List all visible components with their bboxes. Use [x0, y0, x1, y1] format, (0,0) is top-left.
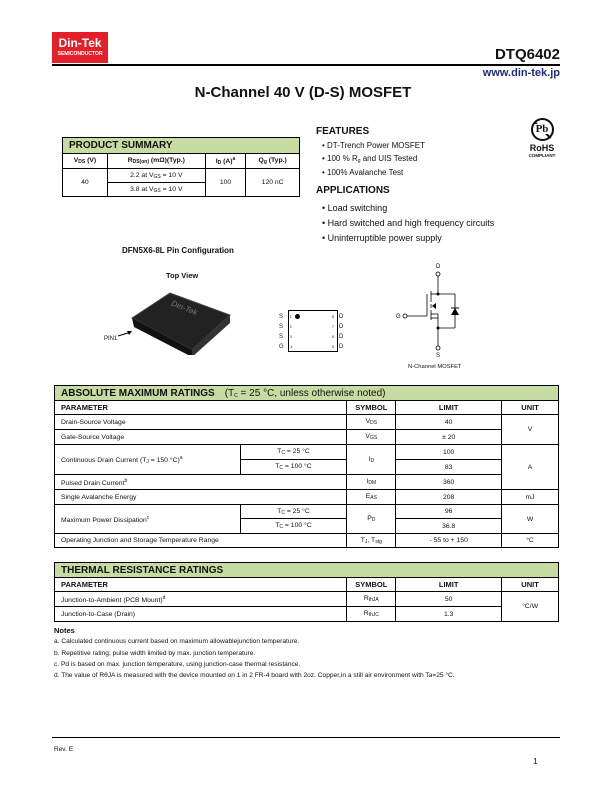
col-symbol: SYMBOL — [347, 401, 396, 415]
col-unit: UNIT — [502, 401, 559, 415]
header-divider — [52, 64, 560, 66]
note-item: b. Repetitive rating; pulse width limited by max. junction temperature. — [54, 649, 256, 657]
logo-text: Din-Tek — [58, 36, 102, 50]
pin-diagram — [288, 310, 338, 352]
col-parameter: PARAMETER — [55, 578, 347, 592]
svg-text:D: D — [436, 264, 441, 270]
table-row: Drain-Source Voltage $V_{DS}$ 40 V — [55, 415, 559, 430]
pin-label: 6 D — [332, 334, 344, 340]
rohs-compliant: COMPLIANT — [528, 153, 556, 158]
features-title: FEATURES — [316, 126, 370, 137]
table-row: Single Avalanche Energy $E_{AS}$ 208 mJ — [55, 490, 559, 505]
table-row: Junction-to-Ambient (PCB Mount)$^d$ $R_{thJA}$ 50 °C/W — [55, 592, 559, 607]
pin1-label: PIN1 — [104, 336, 118, 342]
page-number: 1 — [533, 756, 538, 766]
footer-divider — [52, 737, 560, 738]
col-limit: LIMIT — [396, 578, 502, 592]
pin-label: 7 D — [332, 324, 344, 330]
product-summary-table — [62, 137, 300, 197]
svg-text:S: S — [436, 353, 441, 358]
mosfet-caption: N-Channel MOSFET — [408, 364, 462, 370]
col-symbol: SYMBOL — [347, 578, 396, 592]
chip-marking: Din-Tek — [169, 298, 199, 318]
part-number: DTQ6402 — [494, 46, 560, 63]
col-limit: LIMIT — [396, 401, 502, 415]
product-summary-title: PRODUCT SUMMARY — [63, 138, 300, 154]
table-row: Pulsed Drain Current$^b$ $I_{DM}$ 360 — [55, 475, 559, 490]
website-link[interactable]: www.din-tek.jp — [482, 67, 560, 79]
table-row: Junction-to-Case (Drain) $R_{thJC}$ 1.3 — [55, 607, 559, 622]
pin-label: G 4 — [279, 344, 293, 350]
note-item: d. The value of RθJA is measured with the device mounted on 1 in 2 FR-4 board with 2oz. Copper,in a still air environment with Ta=25 °C. — [54, 672, 455, 680]
qg-value: 120 nC — [246, 169, 300, 197]
vds-value: 40 — [63, 169, 108, 197]
id-value: 100 — [205, 169, 246, 197]
pin-label: S 3 — [279, 334, 292, 340]
thermal-title: THERMAL RESISTANCE RATINGS — [55, 563, 559, 578]
feature-item: • DT-Trench Power MOSFET — [316, 140, 494, 153]
no-lead-symbol: Pb — [535, 123, 549, 136]
col-qg: $Q_g$ (Typ.) — [246, 154, 300, 169]
table-row: Operating Junction and Storage Temperature Range $T_J$, $T_{stg}$ - 55 to + 150 °C — [55, 534, 559, 548]
table-row: $T_C = 100$ °C 83 — [55, 460, 559, 475]
right-pins — [332, 312, 343, 352]
feature-item: • 100 % $R_g$ and UIS Tested — [316, 153, 494, 168]
rds-value: 3.8 at $V_{GS} = 10$ V — [107, 183, 205, 197]
left-pins — [279, 312, 292, 352]
arrow-icon — [118, 330, 134, 338]
pin-label: 8 D — [332, 314, 344, 320]
features-section — [316, 126, 494, 246]
col-rds: $R_{DS(on)}$ (mΩ)(Typ.) — [107, 154, 205, 169]
abs-max-title: ABSOLUTE MAXIMUM RATINGS ($T_C = 25$ °C, unless otherwise noted) — [55, 386, 559, 401]
application-item: • Hard switched and high frequency circuits — [316, 216, 494, 231]
rohs-label: RoHS — [529, 143, 555, 153]
absolute-max-ratings-table — [54, 385, 559, 548]
col-vds: $V_{DS}$ (V) — [63, 154, 108, 169]
document-title: N-Channel 40 V (D-S) MOSFET — [194, 84, 412, 101]
table-row: $T_C = 100$ °C 36.8 — [55, 519, 559, 534]
top-view-label: Top View — [166, 271, 199, 280]
pin-config-title: DFN5X6-8L Pin Configuration — [122, 246, 234, 255]
thermal-resistance-table — [54, 562, 559, 622]
rohs-badge — [522, 118, 562, 158]
feature-item: • 100% Avalanche Test — [316, 167, 494, 180]
table-row: Maximum Power Dissipation$^c$ $T_C = 25$ °C $P_D$ 96 W — [55, 505, 559, 519]
table-row: Gate-Source Voltage $V_{GS}$ ± 20 — [55, 430, 559, 445]
col-unit: UNIT — [502, 578, 559, 592]
col-id: $I_D$ $(A)^a$ — [205, 154, 246, 169]
mosfet-symbol-icon — [395, 258, 475, 358]
pin-label: S 2 — [279, 324, 292, 330]
note-item: a. Calculated continuous current based on maximum allowablejunction temperature. — [54, 638, 300, 646]
pin1-dot — [295, 314, 300, 319]
logo-subtext: SEMICONDUCTOR — [57, 51, 103, 57]
notes-section — [54, 625, 455, 681]
pin-label: S 1 — [279, 314, 292, 320]
col-parameter: PARAMETER — [55, 401, 347, 415]
svg-text:G: G — [396, 314, 401, 320]
rds-value: 2.2 at $V_{GS} = 10$ V — [107, 169, 205, 183]
revision-label: Rev. E — [54, 746, 74, 753]
no-lead-icon — [531, 118, 554, 141]
package-image — [100, 285, 240, 355]
application-item: • Load switching — [316, 201, 494, 216]
application-item: • Uninterruptible power supply — [316, 231, 494, 246]
din-tek-logo — [52, 32, 108, 63]
table-row: Continuous Drain Current ($T_J = 150$ °C)$^a$ $T_C = 25$ °C $I_D$ 100 A — [55, 445, 559, 460]
pin-label: 5 D — [332, 344, 344, 350]
note-item: c. Pd is based on max. junction temperature, using junction-case thermal resistance. — [54, 660, 301, 668]
applications-title: APPLICATIONS — [316, 184, 390, 196]
notes-title: Notes — [54, 626, 75, 635]
